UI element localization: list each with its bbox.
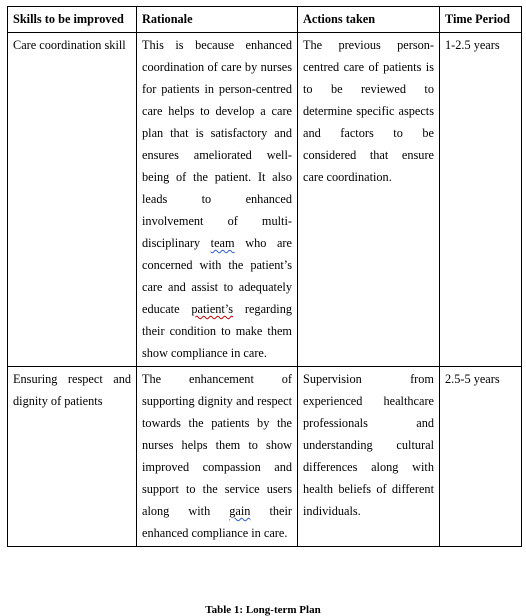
time-period-cell: 1-2.5 years: [440, 33, 522, 367]
header-skills: Skills to be improved: [8, 7, 137, 33]
header-time-period: Time Period: [440, 7, 522, 33]
rationale-text: regarding their condition to make them show compliance in care.: [142, 302, 292, 360]
rationale-text: This is because enhanced coordination of care by nurses for patients in person-centred care helps to develop a care plan that is satisfactory and ensures ameliorated well-being of the patient. It also leads to enhanced involvement of multi-disciplinary: [142, 38, 292, 250]
header-rationale: Rationale: [137, 7, 298, 33]
header-actions: Actions taken: [298, 7, 440, 33]
rationale-text: who are concerned with the patient’s care and assist to adequately educate: [142, 236, 292, 316]
table-row: [8, 367, 522, 547]
action-cell: The previous person-centred care of patients is to be reviewed to determine specific aspects and factors to be considered that ensure care coordination.: [298, 33, 440, 367]
rationale-cell: [137, 367, 298, 547]
grammar-flagged-word: gain: [229, 504, 251, 518]
table-header-row: [8, 7, 522, 33]
spelling-flagged-word: patient’s: [191, 302, 234, 316]
rationale-text: their enhanced compliance in care.: [142, 504, 292, 540]
skill-cell: Ensuring respect and dignity of patients: [8, 367, 137, 547]
action-cell: Supervision from experienced healthcare professionals and understanding cultural differences along with health beliefs of different individuals.: [298, 367, 440, 547]
table-caption: Table 1: Long-term Plan: [205, 604, 321, 616]
rationale-text: The enhancement of supporting dignity and respect towards the patients by the nurses helps them to show improved compassion and support to the service users along with: [142, 372, 292, 518]
table-row: [8, 33, 522, 367]
skill-cell: Care coordination skill: [8, 33, 137, 367]
rationale-cell: [137, 33, 298, 367]
time-period-cell: 2.5-5 years: [440, 367, 522, 547]
grammar-flagged-word: team: [210, 236, 235, 250]
long-term-plan-table: [7, 6, 522, 547]
